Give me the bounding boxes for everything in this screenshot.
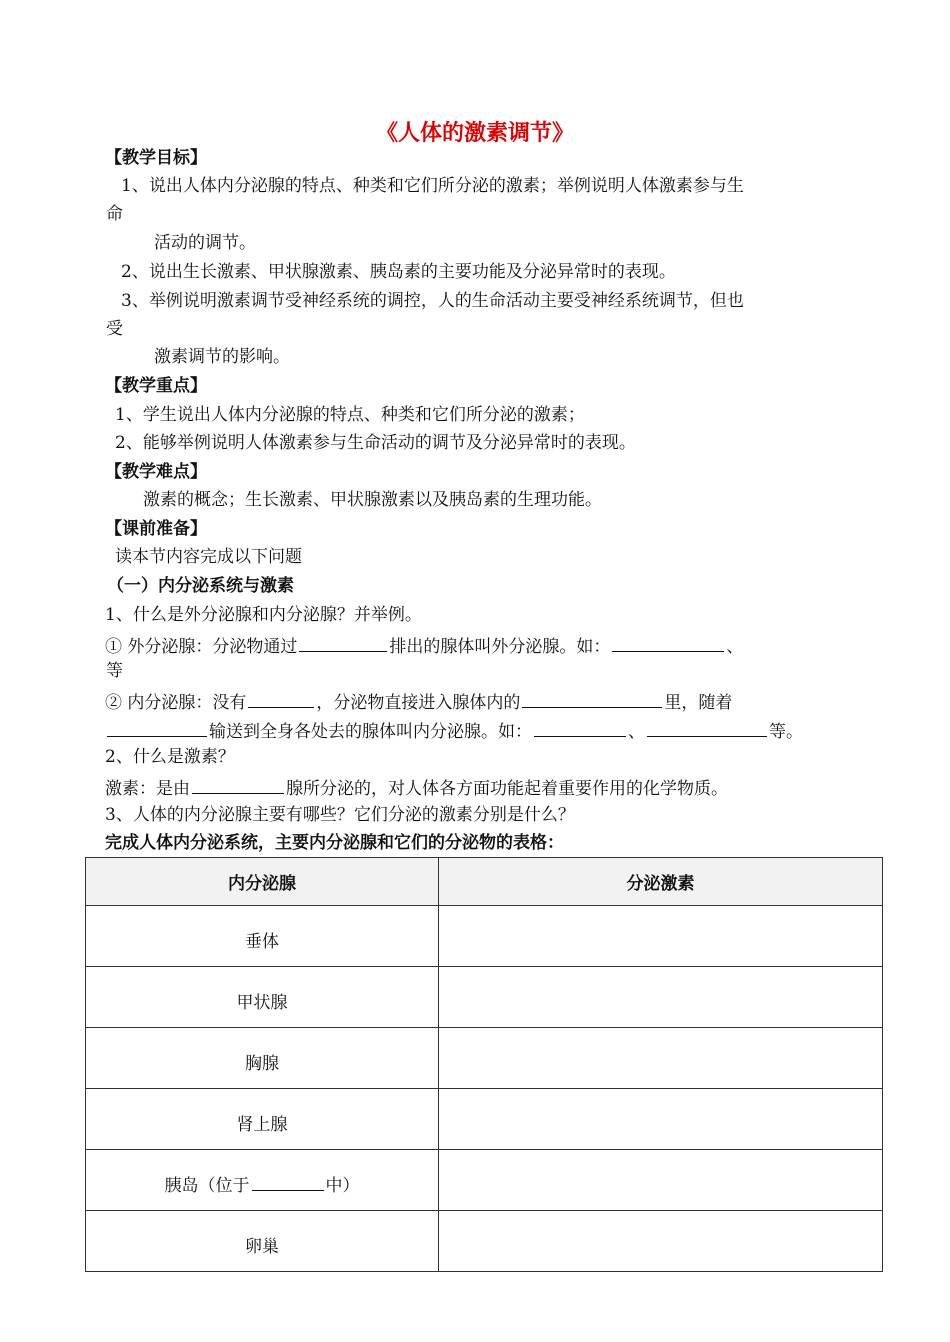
endocrine-table (85, 857, 883, 1272)
question-1a-text-2: 排出的腺体叫外分泌腺。如： (389, 637, 611, 657)
hormone-answer-cell[interactable] (439, 1211, 883, 1272)
question-2a-text: 激素：是由 (105, 779, 190, 799)
hormone-answer-cell[interactable] (439, 1150, 883, 1211)
goal-2-text: 2、说出生长激素、甲状腺激素、胰岛素的主要功能及分泌异常时的表现。 (121, 262, 676, 282)
separator: 、 (726, 637, 744, 657)
answer-blank[interactable] (534, 718, 626, 737)
key-point-2: 2、能够举例说明人体激素参与生命活动的调节及分泌异常时的表现。 (115, 433, 636, 453)
goal-1-wrap: 命 (106, 204, 123, 224)
hormone-answer-cell[interactable] (439, 1089, 883, 1150)
goal-1-text: 1、说出人体内分泌腺的特点、种类和它们所分泌的激素；举例说明人体激素参与生 (121, 176, 744, 196)
goal-1-continuation: 活动的调节。 (154, 233, 256, 253)
question-1b-text-2: ，分泌物直接进入腺体内的 (316, 693, 521, 713)
preparation-text: 读本节内容完成以下问题 (115, 547, 302, 567)
table-caption: 完成人体内分泌系统，主要内分泌腺和它们的分泌物的表格： (105, 833, 564, 853)
gland-name: 垂体 (86, 906, 439, 967)
question-1c-text: 输送到全身各处去的腺体叫内分泌腺。如： (209, 722, 532, 742)
difficulty-text: 激素的概念；生长激素、甲状腺激素以及胰岛素的生理功能。 (143, 490, 602, 510)
table-row (86, 1150, 883, 1211)
table-row (86, 967, 883, 1028)
header-gland: 内分泌腺 (86, 858, 439, 906)
pancreas-suffix: 中） (325, 1176, 360, 1196)
question-3: 3、人体的内分泌腺主要有哪些？它们分泌的激素分别是什么？ (105, 805, 575, 825)
answer-blank[interactable] (248, 689, 314, 708)
table-row (86, 1089, 883, 1150)
question-1c-end: 等。 (769, 722, 803, 742)
answer-blank[interactable] (107, 718, 207, 737)
question-1a-end: 等 (106, 661, 123, 681)
question-1c (105, 718, 803, 743)
question-1b (105, 689, 732, 714)
question-1a-text: ① 外分泌腺：分泌物通过 (105, 637, 298, 657)
table-row (86, 1028, 883, 1089)
table-header-row (86, 858, 883, 906)
preparation-heading: 【课前准备】 (105, 519, 207, 539)
gland-name: 胸腺 (86, 1028, 439, 1089)
difficulty-heading: 【教学难点】 (105, 462, 207, 482)
answer-blank[interactable] (299, 633, 387, 652)
question-2: 2、什么是激素？ (105, 747, 235, 767)
answer-blank[interactable] (192, 775, 284, 794)
goal-3-continuation: 激素调节的影响。 (154, 347, 290, 367)
answer-blank[interactable] (647, 718, 767, 737)
goal-3-wrap: 受 (106, 319, 123, 339)
question-1b-text: ② 内分泌腺：没有 (105, 693, 247, 713)
question-1a (105, 633, 743, 658)
gland-name-pancreas (86, 1150, 439, 1211)
pancreas-label: 胰岛（位于 (164, 1176, 250, 1196)
gland-name: 卵巢 (86, 1211, 439, 1272)
answer-blank[interactable] (612, 633, 724, 652)
table-row (86, 906, 883, 967)
question-1b-text-3: 里，随着 (664, 693, 733, 713)
goals-heading: 【教学目标】 (105, 148, 207, 168)
header-hormone: 分泌激素 (439, 858, 883, 906)
key-points-heading: 【教学重点】 (105, 376, 207, 396)
question-1: 1、什么是外分泌腺和内分泌腺？并举例。 (105, 605, 422, 625)
subsection-heading: （一）内分泌系统与激素 (107, 576, 294, 596)
goal-3-text: 3、举例说明激素调节受神经系统的调控，人的生命活动主要受神经系统调节，但也 (121, 291, 744, 311)
separator: 、 (628, 722, 645, 742)
gland-name: 肾上腺 (86, 1089, 439, 1150)
key-point-1: 1、学生说出人体内分泌腺的特点、种类和它们所分泌的激素； (115, 405, 585, 425)
answer-blank[interactable] (522, 689, 662, 708)
answer-blank[interactable] (252, 1172, 324, 1191)
question-2a (105, 775, 728, 800)
question-2a-text-2: 腺所分泌的，对人体各方面功能起着重要作用的化学物质。 (286, 779, 728, 799)
table-row (86, 1211, 883, 1272)
hormone-answer-cell[interactable] (439, 967, 883, 1028)
hormone-answer-cell[interactable] (439, 1028, 883, 1089)
hormone-answer-cell[interactable] (439, 906, 883, 967)
gland-name: 甲状腺 (86, 967, 439, 1028)
page-title: 《人体的激素调节》 (375, 121, 574, 146)
